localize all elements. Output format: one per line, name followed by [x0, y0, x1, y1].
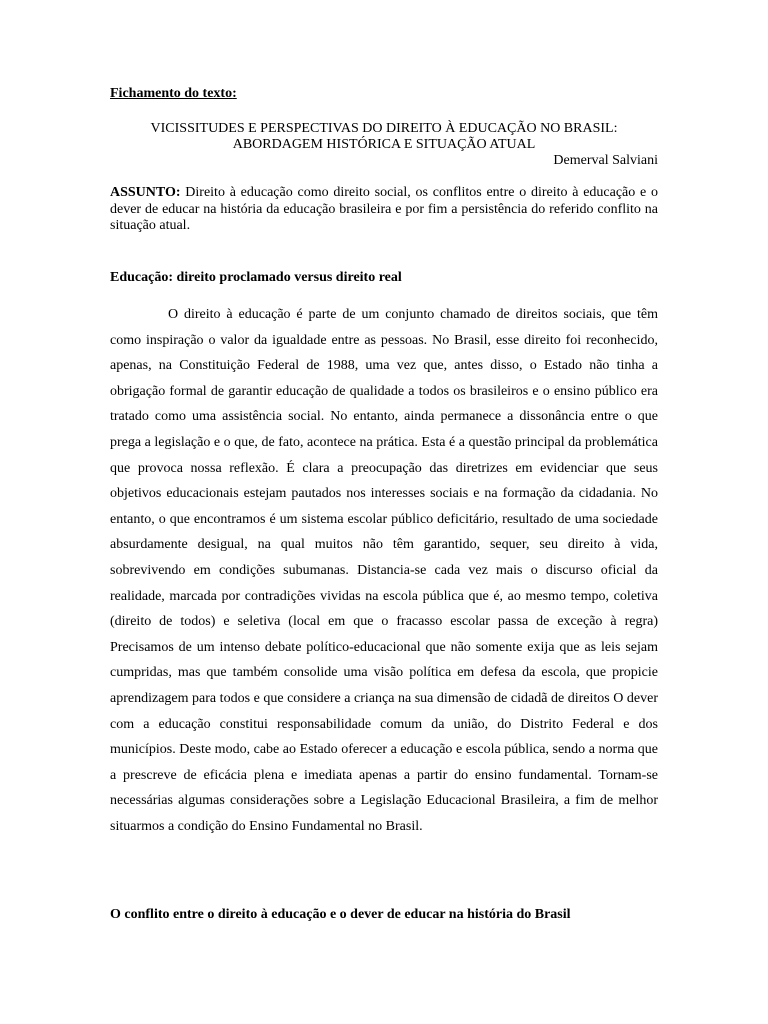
subject-text: Direito à educação como direito social, os conflitos entre o direito à educação e o dever de educar na história da educação brasileira e por fim a persistência do referido conflito na situação atual.: [110, 185, 658, 233]
subject-label: ASSUNTO:: [110, 185, 181, 200]
document-title: [110, 121, 658, 153]
title-line-1: VICISSITUDES E PERSPECTIVAS DO DIREITO À EDUCAÇÃO NO BRASIL:: [150, 121, 618, 136]
title-line-2: ABORDAGEM HISTÓRICA E SITUAÇÃO ATUAL: [232, 137, 536, 152]
section-1-heading: Educação: direito proclamado versus direito real: [110, 270, 402, 285]
document-label: [110, 86, 237, 102]
author-name: Demerval Salviani: [553, 153, 658, 168]
document-label-text: Fichamento do texto: [110, 86, 233, 101]
document-label-colon: :: [232, 86, 237, 101]
subject-paragraph: [110, 185, 658, 235]
section-1-paragraph: O direito à educação é parte de um conjunto chamado de direitos sociais, que têm como inspiração o valor da igualdade entre as pessoas. No Brasil, esse direito foi reconhecido, apenas, na Constituição Federal de 1988, uma vez que, antes disso, o Estado não tinha a obrigação formal de garantir educação de qualidade a todos os brasileiros e o ensino público era tratado como uma assistência social. No entanto, ainda permanece a dissonância entre o que prega a legislação e o que, de fato, acontece na prática. Esta é a questão principal da problemática que provoca nossa reflexão. É clara a preocupação das diretrizes em evidenciar que seus objetivos educacionais estejam pautados nos interesses sociais e na formação da cidadania. No entanto, o que encontramos é um sistema escolar público deficitário, resultado de uma sociedade absurdamente desigual, na qual muitos não têm garantido, sequer, seu direito à vida, sobrevivendo em condições subumanas. Distancia-se cada vez mais o discurso oficial da realidade, marcada por contradições vividas na escola pública que é, ao mesmo tempo, coletiva (direito de todos) e seletiva (local em que o fracasso escolar passa de exceção à regra) Precisamos de um intenso debate político-educacional que não somente exija que as leis sejam cumpridas, mas que também consolide uma visão política em defesa da escola, que propicie aprendizagem para todos e que considere a criança na sua dimensão de cidadã de direitos O dever com a educação constitui responsabilidade comum da união, do Distrito Federal e dos municípios. Deste modo, cabe ao Estado oferecer a educação e escola pública, sendo a norma que a prescreve de eficácia plena e imediata apenas a partir do ensino fundamental. Tornam-se necessárias algumas considerações sobre a Legislação Educacional Brasileira, a fim de melhor situarmos a condição do Ensino Fundamental no Brasil.: [110, 307, 658, 834]
section-2-heading: O conflito entre o direito à educação e o dever de educar na história do Brasil: [110, 907, 571, 922]
